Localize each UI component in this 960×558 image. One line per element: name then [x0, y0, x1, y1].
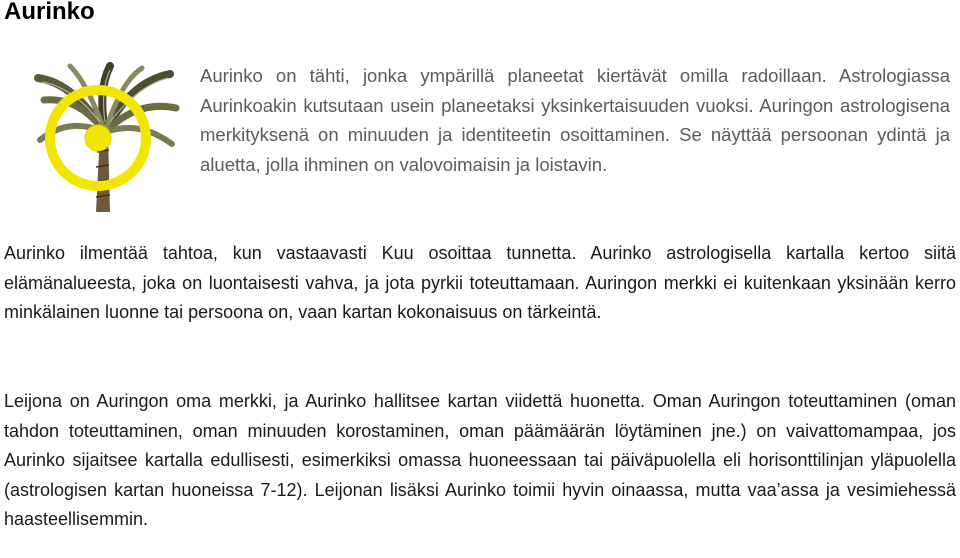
body-paragraph: Leijona on Auringon oma merkki, ja Aurinko hallitsee kartan viidettä huonetta. Oman Auringon toteuttaminen (oman tahdon toteuttaminen, oman minuuden korostaminen, oman päämäärän löytäminen jne.) on vaivattomampaa, jos Aurinko sijaitsee kartalla edullisesti, esimerkiksi omassa huoneessaan tai päiväpuolella eli horisonttilinjan yläpuolella (astrologisen kartan huoneissa 7-12). Leijonan lisäksi Aurinko toimii hyvin oinaassa, mutta vaa’assa ja vesimiehessä haasteellisemmin. [4, 391, 956, 529]
intro-paragraph: Aurinko on tähti, jonka ympärillä planeetat kiertävät omilla radoillaan. Astrologiassa Aurinkoakin kutsutaan usein planeetaksi yksinkertaisuuden vuoksi. Auringon astrologisena merkityksenä on minuuden ja identiteetin osoittaminen. Se näyttää persoonan ydintä ja aluetta, jolla ihminen on valovoimaisin ja loistavin. [200, 65, 950, 175]
sun-symbol-palm-tree-icon [30, 62, 180, 212]
page-title: Aurinko [4, 0, 95, 25]
body-paragraph: Aurinko ilmentää tahtoa, kun vastaavasti Kuu osoittaa tunnetta. Aurinko astrologisella kartalla kertoo siitä elämänalueesta, joka on luontaisesti vahva, ja jota pyrkii toteuttamaan. Auringon merkki ei kuitenkaan yksinään kerro minkälainen luonne tai persoona on, vaan kartan kokonaisuus on tärkeintä. [4, 243, 956, 322]
